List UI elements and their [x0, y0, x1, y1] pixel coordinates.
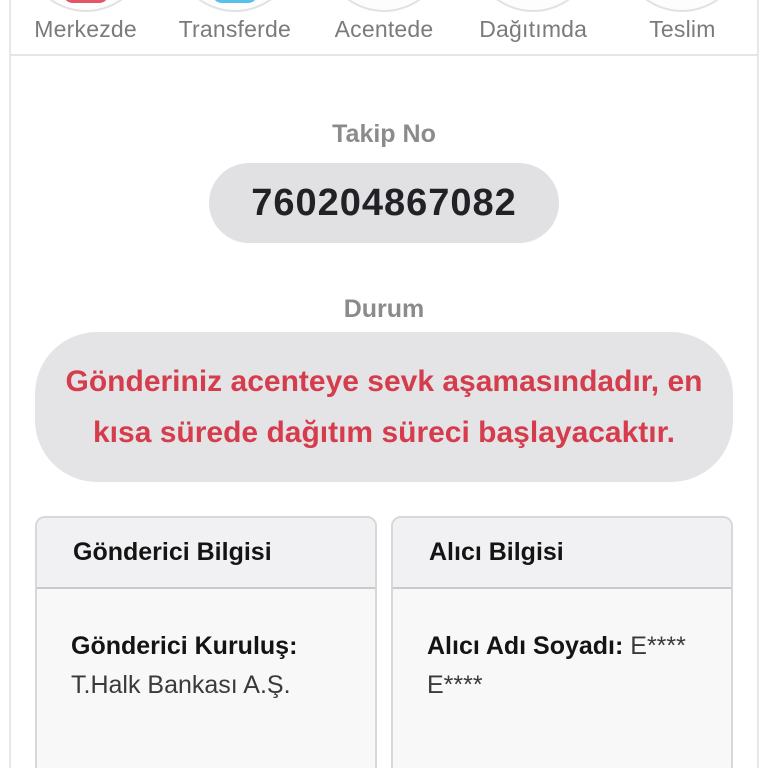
step-circle-clip: [608, 0, 757, 12]
step-circle: [24, 0, 148, 12]
tracking-number-pill: [209, 163, 559, 243]
durum-label: Durum: [343, 295, 425, 323]
takip-no-label: Takip No: [332, 120, 436, 148]
merkez-building-icon: [63, 0, 109, 3]
receiver-info-card: [391, 516, 733, 768]
step-circle: [471, 0, 595, 12]
step-label-acentede: Acentede: [334, 16, 434, 42]
info-cards-row: [35, 516, 733, 768]
step-label-teslim: Teslim: [649, 16, 716, 42]
step-label-transferde: Transferde: [178, 16, 291, 42]
step-circle: [620, 0, 744, 12]
stepper-divider: [11, 54, 757, 56]
step-transferde: [160, 0, 309, 43]
tracking-number: 760204867082: [251, 181, 517, 224]
sender-org-label: Gönderici Kuruluş:: [71, 632, 298, 660]
shipment-progress-stepper: [11, 0, 757, 43]
step-dagitimda: [459, 0, 608, 43]
sender-card-title: Gönderici Bilgisi: [37, 518, 375, 589]
sender-info-card: [35, 516, 377, 768]
status-message-box: [35, 332, 733, 482]
sender-card-body: [37, 589, 375, 725]
sender-org-value: T.Halk Bankası A.Ş.: [71, 671, 291, 699]
receiver-card-body: [393, 589, 731, 725]
step-merkezde: [11, 0, 160, 43]
step-circle-clip: [309, 0, 458, 12]
receiver-name-label: Alıcı Adı Soyadı:: [427, 632, 624, 660]
transfer-truck-icon: [212, 0, 258, 3]
status-message: Gönderiniz acenteye sevk aşamasındadır, en kısa sürede dağıtım süreci başlayacaktır.: [65, 365, 703, 449]
step-circle: [322, 0, 446, 12]
step-circle-clip: [11, 0, 160, 12]
step-label-merkezde: Merkezde: [34, 16, 137, 42]
step-acentede: [309, 0, 458, 43]
step-teslim: [608, 0, 757, 43]
step-circle-clip: [459, 0, 608, 12]
receiver-name-value: E**** E****: [427, 632, 686, 699]
tracking-panel: [9, 0, 759, 768]
step-circle: [173, 0, 297, 12]
step-label-dagitimda: Dağıtımda: [479, 16, 588, 42]
receiver-card-title: Alıcı Bilgisi: [393, 518, 731, 589]
step-circle-clip: [160, 0, 309, 12]
